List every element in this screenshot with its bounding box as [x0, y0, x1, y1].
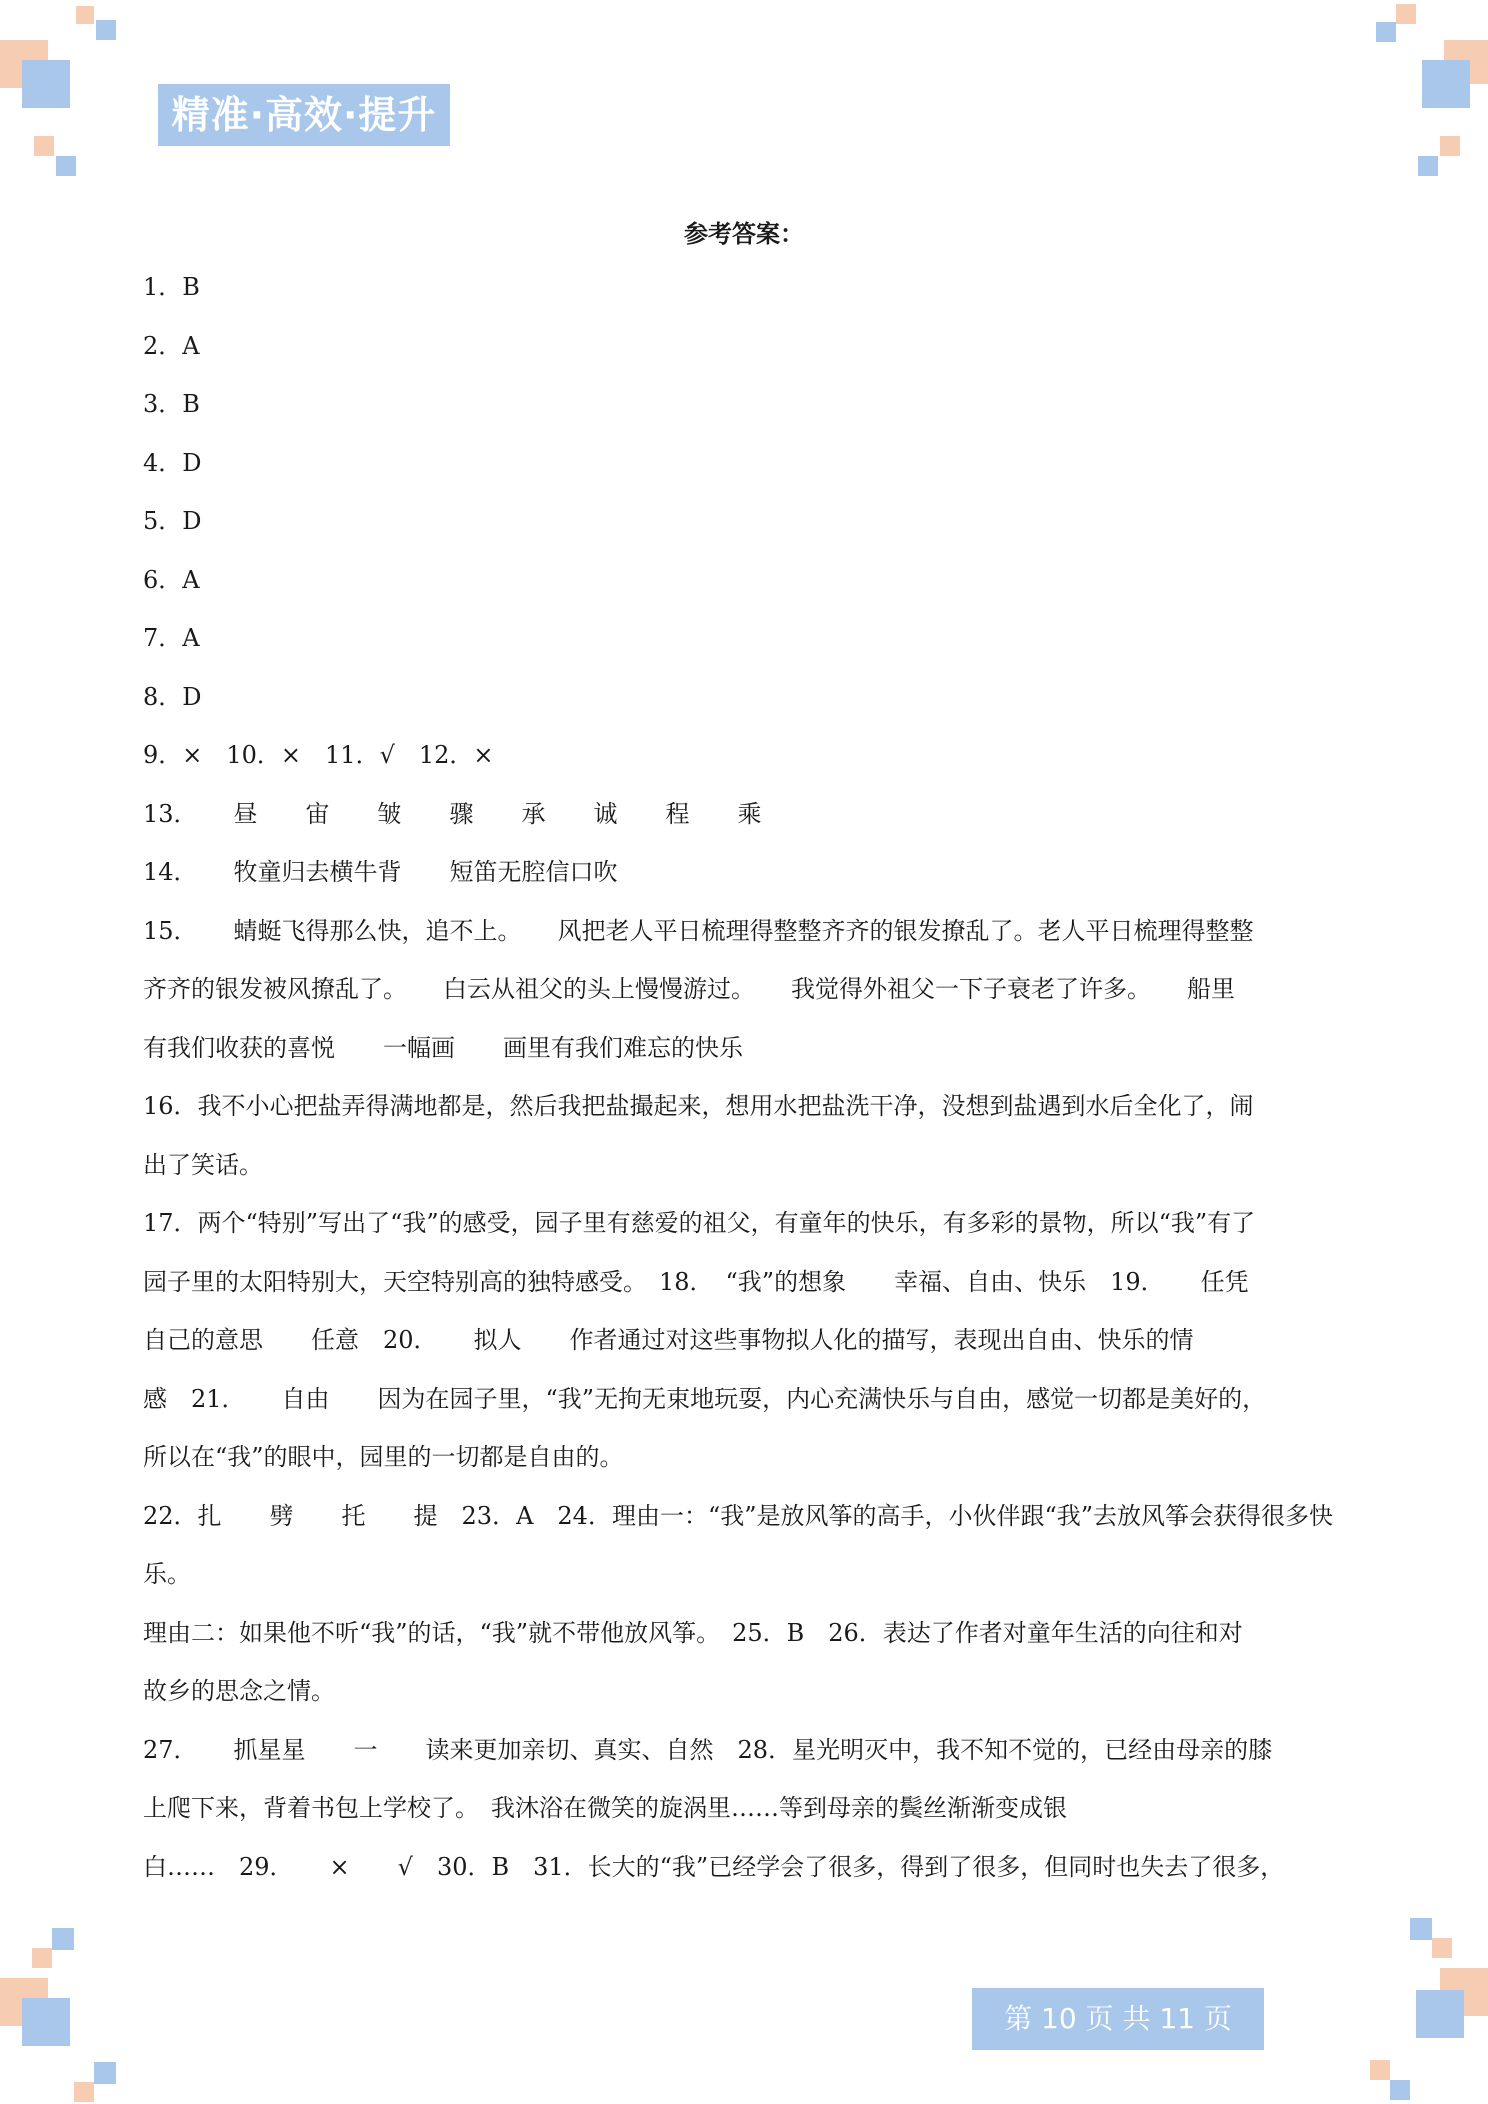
answer-line: 乐。 — [143, 1560, 191, 1588]
answer-line: 15． 蜻蜓飞得那么快，追不上。 风把老人平日梳理得整整齐齐的银发撩乱了。老人平日梳理得整整 — [143, 916, 1254, 945]
answer-line: 27． 抓星星 一 读来更加亲切、真实、自然 28．星光明灭中，我不知不觉的，已经由母亲的膝 — [143, 1735, 1273, 1764]
answer-line: 8．D — [143, 682, 202, 711]
answer-line: 园子里的太阳特别大，天空特别高的独特感受。 18． “我”的想象 幸福、自由、快乐 19． 任凭 — [143, 1267, 1249, 1296]
answer-line: 3．B — [143, 390, 200, 418]
answer-line: 6．A — [143, 565, 200, 594]
answer-line: 16．我不小心把盐弄得满地都是，然后我把盐撮起来，想用水把盐洗干净，没想到盐遇到水后全化了，闹 — [143, 1092, 1254, 1120]
header-badge: 精准·高效·提升 — [158, 84, 450, 146]
answer-line: 7．A — [143, 624, 200, 652]
answer-line: 故乡的思念之情。 — [143, 1677, 335, 1705]
answer-line: 自己的意思 任意 20． 拟人 作者通过对这些事物拟人化的描写，表现出自由、快乐的情 — [143, 1326, 1194, 1354]
answer-line: 齐齐的银发被风撩乱了。 白云从祖父的头上慢慢游过。 我觉得外祖父一下子衰老了许多。 船里 — [143, 975, 1235, 1003]
answer-line: 13． 昼 宙 皱 骤 承 诚 程 乘 — [143, 799, 762, 828]
answer-line: 5．D — [143, 507, 202, 535]
answer-line: 出了笑话。 — [143, 1150, 263, 1179]
answer-line: 4．D — [143, 448, 202, 477]
page-title: 参考答案： — [684, 219, 804, 248]
answer-line: 上爬下来，背着书包上学校了。 我沐浴在微笑的旋涡里……等到母亲的鬓丝渐渐变成银 — [143, 1794, 1067, 1822]
answer-line: 1．B — [143, 273, 200, 301]
answer-line: 22．扎 劈 托 提 23．A 24．理由一：“我”是放风筝的高手，小伙伴跟“我”去放风筝会获得很多快 — [143, 1501, 1334, 1530]
answer-list — [143, 258, 1349, 1896]
page-number: 第 10 页 共 11 页 — [972, 1988, 1264, 2050]
answer-line: 白…… 29． × √ 30．B 31．长大的“我”已经学会了很多，得到了很多，但同时也失去了很多， — [143, 1852, 1285, 1881]
answer-line: 所以在“我”的眼中，园里的一切都是自由的。 — [143, 1443, 624, 1471]
answer-line: 2．A — [143, 331, 200, 360]
answer-line: 9．× 10．× 11．√ 12．× — [143, 741, 494, 769]
answer-line: 14． 牧童归去横牛背 短笛无腔信口吹 — [143, 858, 618, 886]
answer-line: 17．两个“特别”写出了“我”的感受，园子里有慈爱的祖父，有童年的快乐，有多彩的景物，所以“我”有了 — [143, 1209, 1256, 1237]
answer-line: 理由二：如果他不听“我”的话，“我”就不带他放风筝。 25．B 26．表达了作者对童年生活的向往和对 — [143, 1618, 1243, 1647]
answer-line: 有我们收获的喜悦 一幅画 画里有我们难忘的快乐 — [143, 1033, 743, 1062]
answer-line: 感 21． 自由 因为在园子里，“我”无拘无束地玩耍，内心充满快乐与自由，感觉一切都是美好的， — [143, 1384, 1267, 1413]
